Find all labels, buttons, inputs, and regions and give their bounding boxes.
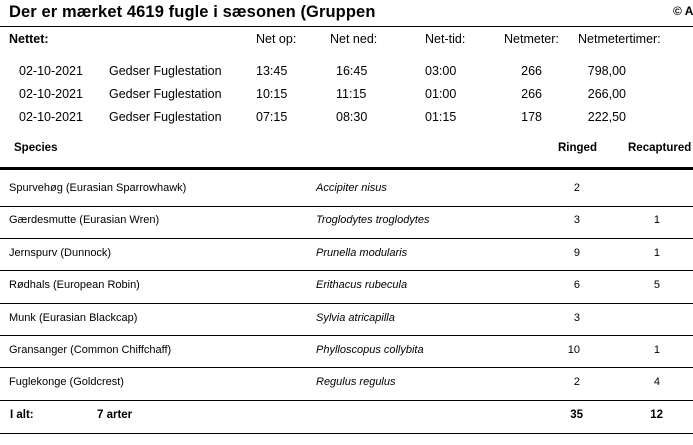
net-down: 11:15 <box>336 87 367 101</box>
species-name: Gærdesmutte (Eurasian Wren) <box>9 214 160 226</box>
totals-label: I alt: <box>10 409 34 421</box>
species-name: Spurvehøg (Eurasian Sparrowhawk) <box>9 182 187 194</box>
species-latin: Regulus regulus <box>316 376 396 388</box>
row-divider <box>0 238 693 239</box>
ringed-header: Ringed <box>558 142 597 154</box>
ringed-count: 3 <box>573 214 580 226</box>
ringed-count: 3 <box>573 312 580 324</box>
net-meter-hours: 222,50 <box>587 110 626 124</box>
species-header: Species <box>14 142 58 154</box>
report-title: Der er mærket 4619 fugle i sæsonen (Gruppen <box>9 3 376 21</box>
ringed-count: 10 <box>567 344 580 356</box>
species-latin: Accipiter nisus <box>316 182 387 194</box>
row-divider <box>0 335 693 336</box>
total-ringed: 35 <box>570 409 583 421</box>
total-recaptured: 12 <box>650 409 663 421</box>
recaptured-count: 5 <box>653 279 660 291</box>
recaptured-count: 4 <box>653 376 660 388</box>
row-divider <box>0 303 693 304</box>
table-header-rule <box>0 167 693 170</box>
net-station: Gedser Fuglestation <box>109 110 222 124</box>
row-divider <box>0 367 693 368</box>
ringed-count: 2 <box>573 182 580 194</box>
totals-divider <box>0 433 693 434</box>
net-up: 13:45 <box>256 64 288 78</box>
row-divider <box>0 270 693 271</box>
net-meter-header: Netmeter: <box>504 32 559 46</box>
net-time-header: Net-tid: <box>425 32 466 46</box>
recaptured-header: Recaptured <box>628 142 692 154</box>
net-meters: 178 <box>521 110 542 124</box>
ringed-count: 9 <box>573 247 580 259</box>
copyright-mark: © A <box>673 4 693 18</box>
species-latin: Troglodytes troglodytes <box>316 214 430 226</box>
species-latin: Phylloscopus collybita <box>316 344 424 356</box>
species-latin: Sylvia atricapilla <box>316 312 395 324</box>
nets-section-label: Nettet: <box>9 32 49 46</box>
species-name: Gransanger (Common Chiffchaff) <box>9 344 172 356</box>
species-latin: Erithacus rubecula <box>316 279 408 291</box>
net-up: 10:15 <box>256 87 288 101</box>
species-name: Rødhals (European Robin) <box>9 279 140 291</box>
species-count: 7 arter <box>97 409 133 421</box>
recaptured-count: 1 <box>653 344 660 356</box>
row-divider <box>0 206 693 207</box>
net-up: 07:15 <box>256 110 288 124</box>
recaptured-count: 1 <box>653 214 660 226</box>
net-meter-hours-header: Netmetertimer: <box>578 32 661 46</box>
species-name: Jernspurv (Dunnock) <box>9 247 112 259</box>
net-date: 02-10-2021 <box>19 64 83 78</box>
net-time: 03:00 <box>425 64 457 78</box>
net-station: Gedser Fuglestation <box>109 64 222 78</box>
net-station: Gedser Fuglestation <box>109 87 222 101</box>
net-time: 01:00 <box>425 87 457 101</box>
recaptured-count: 1 <box>653 247 660 259</box>
title-divider <box>0 26 693 27</box>
ringed-count: 2 <box>573 376 580 388</box>
net-time: 01:15 <box>425 110 457 124</box>
ringed-count: 6 <box>573 279 580 291</box>
row-divider <box>0 400 693 401</box>
net-down: 16:45 <box>336 64 368 78</box>
net-date: 02-10-2021 <box>19 87 83 101</box>
net-up-header: Net op: <box>256 32 297 46</box>
species-name: Munk (Eurasian Blackcap) <box>9 312 138 324</box>
net-down-header: Net ned: <box>330 32 378 46</box>
net-meter-hours: 798,00 <box>587 64 626 78</box>
net-meters: 266 <box>521 87 542 101</box>
species-latin: Prunella modularis <box>316 247 408 259</box>
net-date: 02-10-2021 <box>19 110 83 124</box>
net-meters: 266 <box>521 64 542 78</box>
net-down: 08:30 <box>336 110 368 124</box>
species-name: Fuglekonge (Goldcrest) <box>9 376 124 388</box>
net-meter-hours: 266,00 <box>587 87 626 101</box>
